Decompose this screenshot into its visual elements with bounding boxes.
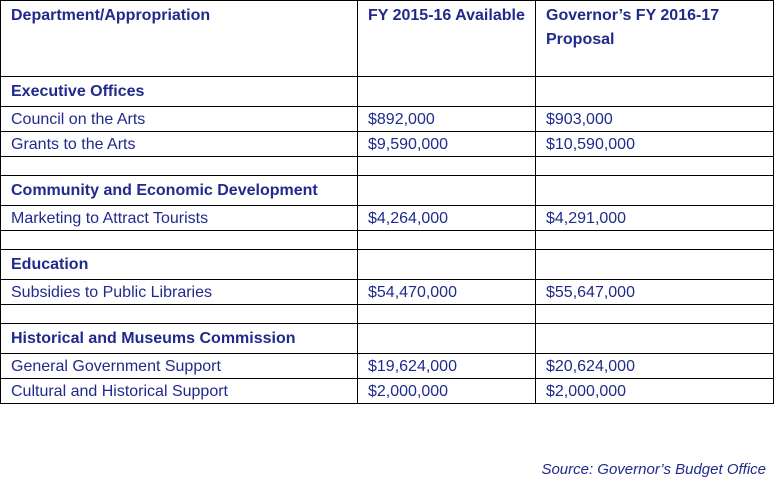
section-title: Education: [1, 250, 358, 280]
header-fy2016-17: Governor’s FY 2016-17 Proposal: [536, 1, 774, 77]
section-title: Historical and Museums Commission: [1, 324, 358, 354]
row-label: Marketing to Attract Tourists: [1, 206, 358, 231]
row-fy2016-17: $4,291,000: [536, 206, 774, 231]
section-row: [1, 324, 774, 354]
table-row: [1, 107, 774, 132]
header-row: [1, 1, 774, 77]
row-fy2016-17: $10,590,000: [536, 132, 774, 157]
table-row: [1, 206, 774, 231]
table-row: [1, 280, 774, 305]
spacer-row: [1, 157, 774, 176]
row-label: General Government Support: [1, 354, 358, 379]
row-label: Cultural and Historical Support: [1, 379, 358, 404]
row-fy2015-16: $54,470,000: [358, 280, 536, 305]
row-fy2016-17: $2,000,000: [536, 379, 774, 404]
row-fy2015-16: $9,590,000: [358, 132, 536, 157]
row-fy2016-17: $55,647,000: [536, 280, 774, 305]
header-department: Department/Appropriation: [1, 1, 358, 77]
row-fy2015-16: $892,000: [358, 107, 536, 132]
header-fy2015-16: FY 2015-16 Available: [358, 1, 536, 77]
section-row: [1, 176, 774, 206]
row-label: Council on the Arts: [1, 107, 358, 132]
row-fy2015-16: $4,264,000: [358, 206, 536, 231]
table-row: [1, 354, 774, 379]
row-label: Grants to the Arts: [1, 132, 358, 157]
row-label: Subsidies to Public Libraries: [1, 280, 358, 305]
table-row: [1, 132, 774, 157]
row-fy2015-16: $2,000,000: [358, 379, 536, 404]
row-fy2016-17: $903,000: [536, 107, 774, 132]
section-title: Community and Economic Development: [1, 176, 358, 206]
spacer-row: [1, 231, 774, 250]
section-row: [1, 250, 774, 280]
table-row: [1, 379, 774, 404]
section-title: Executive Offices: [1, 77, 358, 107]
section-row: [1, 77, 774, 107]
spacer-row: [1, 305, 774, 324]
source-note: Source: Governor’s Budget Office: [541, 461, 766, 478]
row-fy2015-16: $19,624,000: [358, 354, 536, 379]
row-fy2016-17: $20,624,000: [536, 354, 774, 379]
